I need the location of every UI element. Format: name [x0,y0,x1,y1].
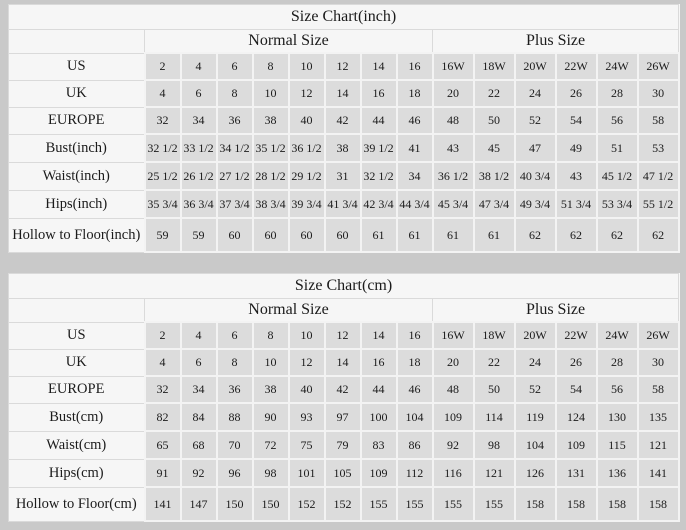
value-cell: 155 [474,487,515,521]
table-title-row [9,5,679,30]
value-cell: 28 [597,80,638,107]
value-cell: 65 [145,431,181,459]
value-cell: 16 [397,53,433,80]
table-row-uk [9,349,679,376]
value-cell: 60 [325,218,361,252]
value-cell: 28 1/2 [253,162,289,190]
value-cell: 38 [253,376,289,403]
value-cell: 53 3/4 [597,190,638,218]
value-cell: 6 [217,53,253,80]
value-cell: 22W [556,322,597,349]
column-group-row [9,30,679,54]
value-cell: 59 [145,218,181,252]
column-group-row [9,299,679,323]
value-cell: 42 3/4 [361,190,397,218]
value-cell: 92 [181,459,217,487]
value-cell: 114 [474,403,515,431]
value-cell: 2 [145,53,181,80]
value-cell: 29 1/2 [289,162,325,190]
value-cell: 109 [433,403,474,431]
value-cell: 32 [145,107,181,134]
value-cell: 26W [638,322,679,349]
size-chart-inch-table [8,4,680,253]
value-cell: 34 [181,107,217,134]
value-cell: 40 [289,376,325,403]
value-cell: 12 [289,349,325,376]
value-cell: 109 [361,459,397,487]
row-label: US [9,322,145,349]
value-cell: 36 [217,376,253,403]
value-cell: 14 [325,349,361,376]
value-cell: 62 [556,218,597,252]
value-cell: 61 [433,218,474,252]
value-cell: 38 3/4 [253,190,289,218]
value-cell: 6 [217,322,253,349]
value-cell: 124 [556,403,597,431]
value-cell: 8 [217,80,253,107]
value-cell: 40 [289,107,325,134]
value-cell: 25 1/2 [145,162,181,190]
value-cell: 54 [556,376,597,403]
value-cell: 37 3/4 [217,190,253,218]
value-cell: 4 [181,322,217,349]
value-cell: 155 [361,487,397,521]
value-cell: 101 [289,459,325,487]
value-cell: 96 [217,459,253,487]
row-label: UK [9,80,145,107]
value-cell: 35 1/2 [253,134,289,162]
value-cell: 82 [145,403,181,431]
value-cell: 45 [474,134,515,162]
value-cell: 121 [638,431,679,459]
value-cell: 62 [515,218,556,252]
table-title-row [9,274,679,299]
value-cell: 24 [515,80,556,107]
value-cell: 14 [361,322,397,349]
column-group-plus: Plus Size [433,30,679,54]
value-cell: 55 1/2 [638,190,679,218]
value-cell: 51 [597,134,638,162]
value-cell: 48 [433,376,474,403]
value-cell: 152 [325,487,361,521]
value-cell: 84 [181,403,217,431]
value-cell: 88 [217,403,253,431]
value-cell: 51 3/4 [556,190,597,218]
value-cell: 98 [474,431,515,459]
value-cell: 104 [515,431,556,459]
value-cell: 34 [181,376,217,403]
row-label: Bust(cm) [9,403,145,431]
table-row-bust-cm [9,403,679,431]
value-cell: 16 [361,349,397,376]
value-cell: 98 [253,459,289,487]
value-cell: 43 [556,162,597,190]
value-cell: 36 1/2 [433,162,474,190]
value-cell: 20W [515,53,556,80]
value-cell: 39 1/2 [361,134,397,162]
value-cell: 158 [556,487,597,521]
value-cell: 46 [397,107,433,134]
value-cell: 70 [217,431,253,459]
value-cell: 56 [597,107,638,134]
row-label: Hollow to Floor(inch) [9,218,145,252]
value-cell: 42 [325,376,361,403]
value-cell: 16W [433,322,474,349]
value-cell: 75 [289,431,325,459]
value-cell: 92 [433,431,474,459]
value-cell: 2 [145,322,181,349]
value-cell: 26 [556,80,597,107]
value-cell: 35 3/4 [145,190,181,218]
row-label: EUROPE [9,107,145,134]
value-cell: 52 [515,107,556,134]
value-cell: 32 [145,376,181,403]
value-cell: 47 3/4 [474,190,515,218]
value-cell: 4 [145,349,181,376]
value-cell: 26W [638,53,679,80]
value-cell: 150 [217,487,253,521]
value-cell: 131 [556,459,597,487]
value-cell: 121 [474,459,515,487]
value-cell: 10 [253,349,289,376]
size-chart-cm-table [8,273,680,522]
table-title: Size Chart(inch) [9,5,679,30]
value-cell: 54 [556,107,597,134]
value-cell: 152 [289,487,325,521]
row-label: Hips(inch) [9,190,145,218]
value-cell: 12 [289,80,325,107]
value-cell: 130 [597,403,638,431]
column-group-normal: Normal Size [145,30,433,54]
value-cell: 45 1/2 [597,162,638,190]
value-cell: 32 1/2 [145,134,181,162]
value-cell: 59 [181,218,217,252]
value-cell: 8 [253,53,289,80]
value-cell: 20 [433,80,474,107]
value-cell: 16 [361,80,397,107]
value-cell: 4 [181,53,217,80]
value-cell: 8 [217,349,253,376]
value-cell: 60 [217,218,253,252]
value-cell: 155 [397,487,433,521]
value-cell: 34 [397,162,433,190]
value-cell: 53 [638,134,679,162]
corner-cell [9,299,145,323]
value-cell: 47 [515,134,556,162]
value-cell: 33 1/2 [181,134,217,162]
value-cell: 86 [397,431,433,459]
row-label: UK [9,349,145,376]
value-cell: 27 1/2 [217,162,253,190]
value-cell: 105 [325,459,361,487]
row-label: EUROPE [9,376,145,403]
value-cell: 46 [397,376,433,403]
value-cell: 38 [325,134,361,162]
row-label: Hips(cm) [9,459,145,487]
value-cell: 100 [361,403,397,431]
value-cell: 44 [361,376,397,403]
value-cell: 12 [325,322,361,349]
value-cell: 18 [397,349,433,376]
value-cell: 16W [433,53,474,80]
value-cell: 49 [556,134,597,162]
table-row-europe [9,376,679,403]
value-cell: 18W [474,53,515,80]
value-cell: 109 [556,431,597,459]
value-cell: 18 [397,80,433,107]
value-cell: 38 1/2 [474,162,515,190]
table-body [9,53,679,252]
value-cell: 36 [217,107,253,134]
value-cell: 40 3/4 [515,162,556,190]
value-cell: 42 [325,107,361,134]
value-cell: 34 1/2 [217,134,253,162]
table-row-us [9,53,679,80]
value-cell: 10 [289,322,325,349]
value-cell: 45 3/4 [433,190,474,218]
value-cell: 49 3/4 [515,190,556,218]
value-cell: 97 [325,403,361,431]
row-label: Bust(inch) [9,134,145,162]
value-cell: 68 [181,431,217,459]
value-cell: 24 [515,349,556,376]
value-cell: 141 [638,459,679,487]
table-row-hips-cm [9,459,679,487]
size-chart-cm [8,273,678,522]
value-cell: 158 [638,487,679,521]
size-chart-inch [8,4,678,253]
value-cell: 43 [433,134,474,162]
value-cell: 158 [515,487,556,521]
value-cell: 26 [556,349,597,376]
value-cell: 158 [597,487,638,521]
table-title: Size Chart(cm) [9,274,679,299]
value-cell: 115 [597,431,638,459]
value-cell: 10 [253,80,289,107]
value-cell: 155 [433,487,474,521]
value-cell: 41 [397,134,433,162]
value-cell: 93 [289,403,325,431]
value-cell: 26 1/2 [181,162,217,190]
value-cell: 8 [253,322,289,349]
value-cell: 62 [638,218,679,252]
value-cell: 48 [433,107,474,134]
table-row-uk [9,80,679,107]
value-cell: 104 [397,403,433,431]
value-cell: 56 [597,376,638,403]
value-cell: 32 1/2 [361,162,397,190]
value-cell: 58 [638,376,679,403]
value-cell: 61 [397,218,433,252]
row-label: US [9,53,145,80]
value-cell: 119 [515,403,556,431]
value-cell: 6 [181,80,217,107]
value-cell: 36 1/2 [289,134,325,162]
value-cell: 136 [597,459,638,487]
value-cell: 147 [181,487,217,521]
value-cell: 44 [361,107,397,134]
table-row-hips-inch [9,190,679,218]
value-cell: 30 [638,349,679,376]
value-cell: 141 [145,487,181,521]
value-cell: 58 [638,107,679,134]
value-cell: 112 [397,459,433,487]
value-cell: 30 [638,80,679,107]
value-cell: 52 [515,376,556,403]
value-cell: 14 [361,53,397,80]
value-cell: 28 [597,349,638,376]
value-cell: 24W [597,53,638,80]
table-row-hollow-to-floor-cm [9,487,679,521]
value-cell: 22 [474,349,515,376]
value-cell: 20 [433,349,474,376]
value-cell: 22W [556,53,597,80]
value-cell: 83 [361,431,397,459]
corner-cell [9,30,145,54]
value-cell: 61 [474,218,515,252]
value-cell: 79 [325,431,361,459]
row-label: Waist(cm) [9,431,145,459]
table-row-waist-inch [9,162,679,190]
value-cell: 41 3/4 [325,190,361,218]
table-row-bust-inch [9,134,679,162]
value-cell: 60 [253,218,289,252]
value-cell: 150 [253,487,289,521]
value-cell: 24W [597,322,638,349]
value-cell: 18W [474,322,515,349]
value-cell: 20W [515,322,556,349]
row-label: Hollow to Floor(cm) [9,487,145,521]
value-cell: 61 [361,218,397,252]
value-cell: 6 [181,349,217,376]
table-row-hollow-to-floor-inch [9,218,679,252]
value-cell: 10 [289,53,325,80]
value-cell: 126 [515,459,556,487]
value-cell: 39 3/4 [289,190,325,218]
column-group-normal: Normal Size [145,299,433,323]
value-cell: 116 [433,459,474,487]
table-row-europe [9,107,679,134]
value-cell: 31 [325,162,361,190]
value-cell: 44 3/4 [397,190,433,218]
value-cell: 135 [638,403,679,431]
value-cell: 36 3/4 [181,190,217,218]
value-cell: 91 [145,459,181,487]
value-cell: 50 [474,376,515,403]
value-cell: 72 [253,431,289,459]
table-row-us [9,322,679,349]
value-cell: 12 [325,53,361,80]
value-cell: 47 1/2 [638,162,679,190]
value-cell: 38 [253,107,289,134]
value-cell: 60 [289,218,325,252]
value-cell: 4 [145,80,181,107]
value-cell: 50 [474,107,515,134]
value-cell: 90 [253,403,289,431]
value-cell: 22 [474,80,515,107]
value-cell: 16 [397,322,433,349]
value-cell: 62 [597,218,638,252]
column-group-plus: Plus Size [433,299,679,323]
row-label: Waist(inch) [9,162,145,190]
value-cell: 14 [325,80,361,107]
table-row-waist-cm [9,431,679,459]
table-body [9,322,679,521]
